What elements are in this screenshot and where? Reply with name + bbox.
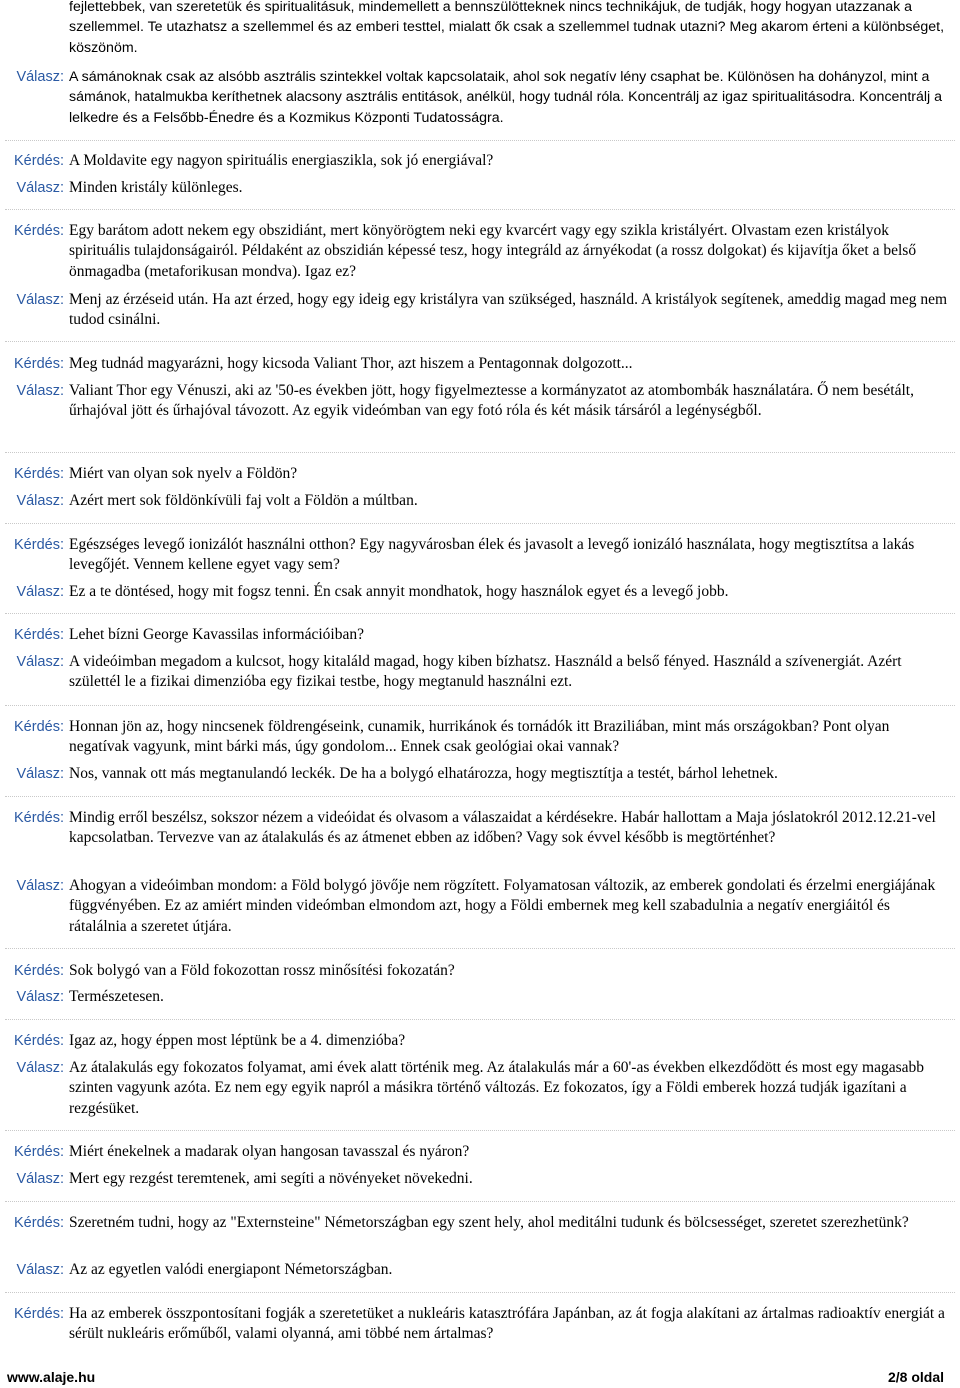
question-label: Kérdés: (14, 810, 64, 826)
question-label: Kérdés: (14, 1215, 64, 1231)
divider (5, 796, 955, 797)
question-label: Kérdés: (14, 719, 64, 735)
answer-text: Azért mert sok földönkívüli faj volt a Földön a múltban. (69, 492, 418, 509)
question-text: Miért van olyan sok nyelv a Földön? (69, 465, 298, 482)
answer-text: Az átalakulás egy fokozatos folyamat, ami évek alatt történik meg. Az átalakulás már a 60'-as években elkezdődött és most egy magasabb szinten vagyunk azóta. Ez nem egy egyik napról a másikra történő változás. Ez fokozatos, így a Földi emberek hozzá tudják igazítani a rezgésüket. (69, 1059, 924, 1117)
answer-label: Válasz: (16, 69, 64, 85)
answer-label: Válasz: (16, 493, 64, 509)
answer-label: Válasz: (16, 292, 64, 308)
question-row (0, 625, 951, 645)
divider (5, 1292, 955, 1293)
divider (5, 452, 955, 453)
answer-row (0, 987, 951, 1007)
question-label: Kérdés: (14, 1033, 64, 1049)
divider (5, 1130, 955, 1131)
answer-label: Válasz: (16, 383, 64, 399)
question-text: Ha az emberek összpontosítani fogják a szeretetüket a nukleáris katasztrófára Japánban, az át fogja alakítani az ártalmas radioaktív energiát a sérült nukleáris erőműből, valami olyanná, ami többé nem ártalmas? (69, 1305, 945, 1343)
question-row (0, 1142, 951, 1162)
answer-text: A videóimban megadom a kulcsot, hogy kitaláld magad, hogy kiben bízhatsz. Használd a belső fényed. Használd a szívenergiát. Azért születtél le a fizikai dimenzióba egy fizikai testbe, hogy megtanuld használni ezt. (69, 653, 902, 691)
question-text: Egészséges levegő ionizálót használni otthon? Egy nagyvárosban élek és javasolt a levegő ionizáló használata, hogy megtisztítsa a lakás levegőjét. Vennem kellene egyet vagy sem? (69, 536, 915, 574)
answer-text: Minden kristály különleges. (69, 179, 243, 196)
answer-label: Válasz: (16, 180, 64, 196)
question-label: Kérdés: (14, 1144, 64, 1160)
footer-site-link[interactable]: www.alaje.hu (7, 1369, 96, 1385)
question-text: Lehet bízni George Kavassilas információiban? (69, 626, 364, 643)
question-label: Kérdés: (14, 153, 64, 169)
answer-label: Válasz: (16, 766, 64, 782)
answer-row (0, 178, 951, 198)
answer-text: Valiant Thor egy Vénuszi, aki az '50-es években jött, hogy figyelmeztesse a kormányzatot az atombombák használatára. Ő nem besétált, űrhajóval jött és űrhajóval távozott. Az egyik videómban van egy fotó róla és két másik társáról a legénységből. (69, 382, 914, 420)
divider (5, 1019, 955, 1020)
answer-text: Természetesen. (69, 988, 164, 1005)
answer-text: Ez a te döntésed, hogy mit fogsz tenni. Én csak annyit mondhatok, hogy használok egyet és a levegő jobb. (69, 583, 729, 600)
question-label: Kérdés: (14, 223, 64, 239)
answer-row (0, 582, 951, 602)
answer-text: Az az egyetlen valódi energiapont Németországban. (69, 1261, 393, 1278)
answer-row (0, 764, 951, 784)
divider (5, 209, 955, 210)
answer-row (0, 876, 951, 937)
divider (5, 948, 955, 949)
question-row (0, 717, 951, 758)
question-row (0, 808, 951, 849)
divider (5, 523, 955, 524)
question-row (0, 464, 951, 484)
question-row (0, 961, 951, 981)
question-row (0, 1213, 951, 1233)
question-text: Egy barátom adott nekem egy obszidiánt, mert könyörögtem neki egy kvarcért vagy egy szikla kristályért. Olvastam ezen kristályok spirituális tulajdonságairól. Példaként az obszidián képessé tesz, hogy integráld az árnyékodat (a rossz dolgokat) és kijavítja őket a belső önmagadba (metaforikusan mondva). Igaz ez? (69, 222, 917, 280)
answer-label: Válasz: (16, 1171, 64, 1187)
question-text: Igaz az, hogy éppen most léptünk be a 4. dimenzióba? (69, 1032, 406, 1049)
question-text: A Moldavite egy nagyon spirituális energiaszikla, sok jó energiával? (69, 152, 494, 169)
answer-label: Válasz: (16, 1262, 64, 1278)
question-label: Kérdés: (14, 1306, 64, 1322)
question-text: Mindig erről beszélsz, sokszor nézem a videóidat és olvasom a válaszaidat a kérdésekre. Habár hallottam a Maja jóslatokról 2012.12.21-vel kapcsolatban. Tervezve van az átalakulás és az átmenet ebben az időben? Vagy sok évvel később is megtörténhet? (69, 809, 936, 847)
answer-label: Válasz: (16, 1060, 64, 1076)
answer-row (0, 381, 951, 422)
intro-text: fejlettebbek, van szeretetük és spiritualitásuk, mindemellett a bennszülötteknek nincs technikájuk, de tudják, hogy hogyan utazzanak a szellemmel. Te utazhatsz a szellemmel és az emberi testtel, mialatt ők csak a szellemmel tudnak utazni? Meg akarom érteni a különbséget, köszönöm. (69, 0, 945, 56)
divider (5, 705, 955, 706)
question-label: Kérdés: (14, 963, 64, 979)
answer-text: Mert egy rezgést teremtenek, ami segíti a növényeket növekedni. (69, 1170, 473, 1187)
answer-row (0, 67, 951, 128)
question-text: Honnan jön az, hogy nincsenek földrengéseink, cunamik, hurrikánok és tornádók itt Braziliában, mint más országokban? Pont olyan negatívak vagyunk, mint bárki más, úgy gondolom... Ennek csak geológiai okai vannak? (69, 718, 890, 756)
answer-label: Válasz: (16, 584, 64, 600)
question-text: Sok bolygó van a Föld fokozottan rossz minősítési fokozatán? (69, 962, 455, 979)
question-text: Szeretném tudni, hogy az "Externsteine" Németországban egy szent hely, ahol meditálni tudunk és bölcsességet, szeretet szerezhetünk? (69, 1214, 909, 1231)
answer-label: Válasz: (16, 878, 64, 894)
divider (5, 613, 955, 614)
question-label: Kérdés: (14, 627, 64, 643)
question-row (0, 221, 951, 282)
answer-row (0, 1169, 951, 1189)
question-text: Miért énekelnek a madarak olyan hangosan tavasszal és nyáron? (69, 1143, 470, 1160)
page-footer (0, 1367, 960, 1387)
question-row (0, 1304, 951, 1345)
question-label: Kérdés: (14, 356, 64, 372)
intro-block (0, 0, 951, 58)
question-label: Kérdés: (14, 466, 64, 482)
answer-text: Nos, vannak ott más megtanulandó leckék. De ha a bolygó elhatározza, hogy megtisztítja a testét, bárhol lehetnek. (69, 765, 778, 782)
divider (5, 341, 955, 342)
divider (5, 140, 955, 141)
answer-label: Válasz: (16, 654, 64, 670)
answer-text: Menj az érzéseid után. Ha azt érzed, hogy egy ideig egy kristályra van szükséged, használd. A kristályok segítenek, ameddig magad meg nem tudod csinálni. (69, 291, 948, 329)
answer-row (0, 1058, 951, 1119)
question-row (0, 151, 951, 171)
answer-row (0, 1260, 951, 1280)
question-label: Kérdés: (14, 537, 64, 553)
answer-row (0, 652, 951, 693)
question-row (0, 1031, 951, 1051)
answer-text: A sámánoknak csak az alsóbb asztrális szintekkel voltak kapcsolataik, ahol sok negatív lény csaphat be. Különösen ha dohányzol, mint a sámánok, hatalmukba keríthetnek alacsony asztrális entitások, anélkül, hogy tudnál róla. Koncentrálj az igaz spiritualitásodra. Koncentrálj a lelkedre és a Felsőbb-Énedre és a Kozmikus Központi Tudatosságra. (69, 69, 943, 126)
footer-page-number: 2/8 oldal (887, 1369, 944, 1385)
answer-label: Válasz: (16, 989, 64, 1005)
question-row (0, 354, 951, 374)
divider (5, 1201, 955, 1202)
question-row (0, 535, 951, 576)
answer-text: Ahogyan a videóimban mondom: a Föld bolygó jövője nem rögzített. Folyamatosan változik, az emberek gondolati és érzelmi energiájának függvényében. Ez az amiért minden videómban elmondom azt, hogy a Földi embernek meg kell szabadulnia a negatív energiáitól és rátalálnia a szeretet útjára. (69, 877, 936, 935)
question-text: Meg tudnád magyarázni, hogy kicsoda Valiant Thor, azt hiszem a Pentagonnak dolgozott... (69, 355, 633, 372)
answer-row (0, 290, 951, 331)
answer-row (0, 491, 951, 511)
